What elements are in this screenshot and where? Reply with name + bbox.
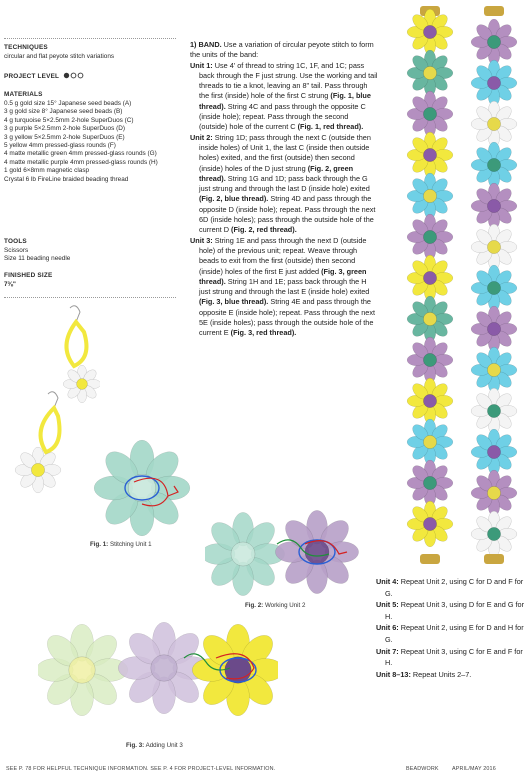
repeat-unit-text: Repeat Unit 3, using D for E and G for H. bbox=[385, 600, 525, 621]
repeat-unit-text: Repeat Unit 2, using C for D and F for G. bbox=[385, 577, 524, 598]
fig-flower bbox=[205, 512, 285, 595]
bracelet-flower bbox=[407, 337, 453, 383]
fig-3-diagram bbox=[38, 618, 278, 723]
fig-1-caption bbox=[90, 541, 152, 548]
earring-flower bbox=[63, 365, 100, 402]
project-level-label: PROJECT LEVEL bbox=[4, 73, 60, 81]
repeat-unit-label: Unit 5: bbox=[376, 600, 399, 610]
material-item: 4 g turquoise 5×2.5mm 2-hole SuperDuos (C) bbox=[4, 116, 134, 124]
round-bead bbox=[423, 148, 436, 161]
clasp-icon bbox=[484, 554, 504, 564]
bracelet-flower bbox=[471, 142, 517, 188]
fig-2-label: Fig. 2: bbox=[245, 602, 264, 609]
bracelet-flower bbox=[407, 419, 453, 465]
bracelet-flower bbox=[471, 60, 517, 106]
fig-1-label: Fig. 1: bbox=[90, 541, 109, 548]
unit-2-ref-f: (Fig. 2, red thread). bbox=[231, 225, 297, 235]
round-bead bbox=[487, 322, 500, 335]
round-bead bbox=[423, 517, 436, 530]
instructions-column bbox=[190, 40, 378, 339]
unit-3-text-e: String 4E and pass through the opposite E (inside hole); repeat. Pass through the next 5E (inside holes); pass through the outside hole of the current E bbox=[199, 297, 376, 338]
bracelet-flower bbox=[471, 347, 517, 393]
round-bead bbox=[487, 240, 500, 253]
project-level-title bbox=[4, 72, 85, 81]
bracelet-flower bbox=[407, 214, 453, 260]
round-bead bbox=[487, 527, 500, 540]
footer-issue: APRIL/MAY 2016 bbox=[452, 766, 496, 772]
round-bead bbox=[423, 476, 436, 489]
repeat-unit-item bbox=[376, 622, 526, 645]
unit-1-text-a: Use 4' of thread to string 1C, 1F, and 1C; pass back through the F just strung. Use the working and tail threads to tie a knot, leaving an 8" tail. Pass through the first (inside) hole of the first C strung bbox=[199, 60, 378, 101]
tool-item: Scissors bbox=[4, 247, 29, 254]
round-bead bbox=[151, 655, 177, 681]
round-bead bbox=[487, 281, 500, 294]
fig-2-text: Working Unit 2 bbox=[264, 602, 306, 609]
round-bead bbox=[487, 404, 500, 417]
fig-3-caption bbox=[126, 742, 183, 749]
round-bead bbox=[423, 25, 436, 38]
fig-flower bbox=[38, 624, 128, 716]
clasp-icon bbox=[420, 554, 440, 564]
round-bead bbox=[487, 158, 500, 171]
fig-1-diagram bbox=[90, 430, 200, 540]
unit-2-step bbox=[190, 133, 378, 236]
unit-2-text-c: String 1G and 1D; pass back through the G just strung and through the last D (inside hole) exited bbox=[199, 173, 370, 194]
earring-loop bbox=[66, 322, 86, 366]
round-bead bbox=[423, 230, 436, 243]
unit-3-ref-b: (Fig. 3, green thread). bbox=[199, 266, 367, 286]
bracelet-flower bbox=[407, 296, 453, 342]
repeat-unit-label: Unit 7: bbox=[376, 646, 399, 656]
repeat-unit-label: Unit 6: bbox=[376, 623, 399, 633]
repeat-unit-item bbox=[376, 576, 526, 599]
materials-title: MATERIALS bbox=[4, 91, 43, 98]
bracelet-flower bbox=[471, 224, 517, 270]
round-bead bbox=[423, 394, 436, 407]
unit-2-ref-b: (Fig. 2, green thread). bbox=[199, 163, 354, 183]
material-item: 3 g yellow 5×2.5mm 2-hole SuperDuos (E) bbox=[4, 133, 125, 141]
bracelet-flower bbox=[471, 183, 517, 229]
unit-3-text-c: String 1H and 1E; pass back through the H just strung and through the last E (inside hole) exited bbox=[199, 276, 370, 297]
unit-3-step bbox=[190, 236, 378, 339]
unit-3-ref-d: (Fig. 3, blue thread). bbox=[199, 297, 269, 307]
footer-note: SEE P. 78 FOR HELPFUL TECHNIQUE INFORMATION. SEE P. 4 FOR PROJECT-LEVEL INFORMATION. bbox=[6, 766, 276, 772]
sidebar-bottom-rule bbox=[4, 297, 176, 298]
repeat-unit-item bbox=[376, 669, 526, 681]
round-bead bbox=[487, 199, 500, 212]
fig-1-text: Stitching Unit 1 bbox=[109, 541, 152, 548]
fig-2-caption bbox=[245, 602, 305, 609]
unit-3-ref-f: (Fig. 3, red thread). bbox=[230, 328, 297, 338]
unit-2-text-a: String 1D; pass through the next C (outside then inside holes) of Unit 1, the last C (inside then outside holes) exited, and the first (outside) then second (inside) holes of the D just strung bbox=[199, 132, 371, 173]
bracelet-flower bbox=[471, 429, 517, 475]
round-bead bbox=[487, 363, 500, 376]
round-bead bbox=[423, 312, 436, 325]
techniques-text: circular and flat peyote stitch variations bbox=[4, 53, 115, 60]
round-bead bbox=[487, 445, 500, 458]
clasp-icon bbox=[484, 6, 504, 16]
techniques-title: TECHNIQUES bbox=[4, 44, 48, 51]
earring-flower bbox=[15, 447, 61, 493]
material-item: 3 g purple 5×2.5mm 2-hole SuperDuos (D) bbox=[4, 125, 125, 133]
material-item: Crystal 6 lb FireLine braided beading thread bbox=[4, 175, 129, 183]
round-bead bbox=[31, 463, 44, 476]
band-intro-text: Use a variation of circular peyote stitch to form the units of the band: bbox=[190, 40, 374, 60]
unit-1-ref-b: (Fig. 1, blue thread). bbox=[199, 91, 371, 111]
material-item: 4 matte metallic purple 4mm pressed-glass rounds (H) bbox=[4, 158, 158, 166]
material-item: 0.5 g gold size 15° Japanese seed beads (A) bbox=[4, 100, 132, 107]
round-bead bbox=[487, 76, 500, 89]
band-heading: 1) BAND. bbox=[190, 40, 222, 49]
bracelet-flower bbox=[471, 19, 517, 65]
materials-list bbox=[4, 100, 180, 184]
bracelet-flower bbox=[471, 265, 517, 311]
unit-1-text-c: String 4C and pass through the opposite C (inside hole); repeat. Pass through the second (outside) hole of the current C bbox=[199, 101, 366, 132]
round-bead bbox=[423, 435, 436, 448]
repeat-unit-item bbox=[376, 599, 526, 622]
round-bead bbox=[423, 107, 436, 120]
round-bead bbox=[487, 35, 500, 48]
bracelet-flower bbox=[471, 470, 517, 516]
round-bead bbox=[423, 271, 436, 284]
fig-3-text: Adding Unit 3 bbox=[145, 742, 183, 749]
bracelet-flower bbox=[407, 378, 453, 424]
ear-wire-icon bbox=[70, 306, 80, 322]
unit-1-label: Unit 1: bbox=[190, 60, 213, 70]
round-bead bbox=[487, 486, 500, 499]
round-bead bbox=[487, 117, 500, 130]
material-item: 1 gold 6×8mm magnetic clasp bbox=[4, 167, 90, 175]
bracelet-flower bbox=[407, 255, 453, 301]
fig-3-label: Fig. 3: bbox=[126, 742, 145, 749]
finished-size-title: FINISHED SIZE bbox=[4, 272, 53, 279]
band-intro bbox=[190, 40, 378, 61]
bracelet-flower bbox=[471, 388, 517, 434]
fig-flower bbox=[192, 624, 278, 716]
unit-3-text-a: String 1E and pass through the next D (outside hole) of the previous unit; repeat. Weave through beads to exit from the first (outside) then second (inside) holes of the first E just added bbox=[199, 235, 367, 276]
finished-size-value: 7⅜" bbox=[4, 281, 16, 288]
unit-2-ref-d: (Fig. 2, blue thread). bbox=[199, 194, 269, 204]
tool-item: Size 11 beading needle bbox=[4, 255, 71, 263]
repeat-unit-text: Repeat Unit 2, using E for D and H for G. bbox=[385, 623, 524, 644]
bracelet-flower bbox=[471, 306, 517, 352]
repeat-unit-label: Unit 8–13: bbox=[376, 669, 411, 679]
repeat-unit-item bbox=[376, 646, 526, 669]
material-item: 4 matte metallic green 4mm pressed-glass rounds (G) bbox=[4, 150, 157, 158]
bracelet-flower bbox=[407, 50, 453, 96]
ear-wire-icon bbox=[48, 392, 58, 408]
bracelet-flower bbox=[407, 460, 453, 506]
bracelet-flower bbox=[471, 101, 517, 147]
round-bead bbox=[423, 66, 436, 79]
round-bead bbox=[423, 353, 436, 366]
unit-1-ref-d: (Fig. 1, red thread). bbox=[297, 122, 364, 132]
repeat-units-list bbox=[376, 576, 526, 680]
earrings-photo bbox=[0, 300, 100, 500]
bracelet-flower bbox=[407, 173, 453, 219]
repeat-unit-text: Repeat Units 2–7. bbox=[412, 669, 472, 679]
repeat-unit-label: Unit 4: bbox=[376, 577, 399, 586]
fig-2-diagram bbox=[205, 508, 365, 598]
unit-3-label: Unit 3: bbox=[190, 235, 213, 245]
unit-2-label: Unit 2: bbox=[190, 132, 213, 142]
tools-list bbox=[4, 247, 70, 264]
material-item: 3 g gold size 8° Japanese seed beads (B) bbox=[4, 108, 123, 116]
bracelet-flower bbox=[407, 91, 453, 137]
bracelet-flower bbox=[407, 501, 453, 547]
tools-title: TOOLS bbox=[4, 238, 27, 245]
bracelet-flower bbox=[407, 9, 453, 55]
unit-2-text-e: String 4D and pass through the opposite D (inside hole); repeat. Pass through the next 6D (inside holes); pass through the outside hole of the current D bbox=[199, 194, 376, 235]
round-bead bbox=[77, 379, 88, 390]
bracelet-flower bbox=[471, 511, 517, 557]
repeat-unit-text: Repeat Unit 3, using C for E and F for H. bbox=[385, 646, 523, 668]
footer-magazine: BEADWORK bbox=[406, 766, 439, 772]
round-bead bbox=[69, 657, 95, 683]
bracelet-flower bbox=[407, 132, 453, 178]
level-dots-icon bbox=[63, 72, 85, 81]
round-bead bbox=[231, 542, 255, 566]
round-bead bbox=[423, 189, 436, 202]
unit-1-step bbox=[190, 61, 378, 133]
round-bead bbox=[305, 540, 329, 564]
material-item: 5 yellow 4mm pressed-glass rounds (F) bbox=[4, 142, 116, 150]
sidebar-top-rule bbox=[4, 38, 176, 39]
bracelet-photo bbox=[396, 2, 528, 570]
earring-loop bbox=[41, 408, 60, 452]
